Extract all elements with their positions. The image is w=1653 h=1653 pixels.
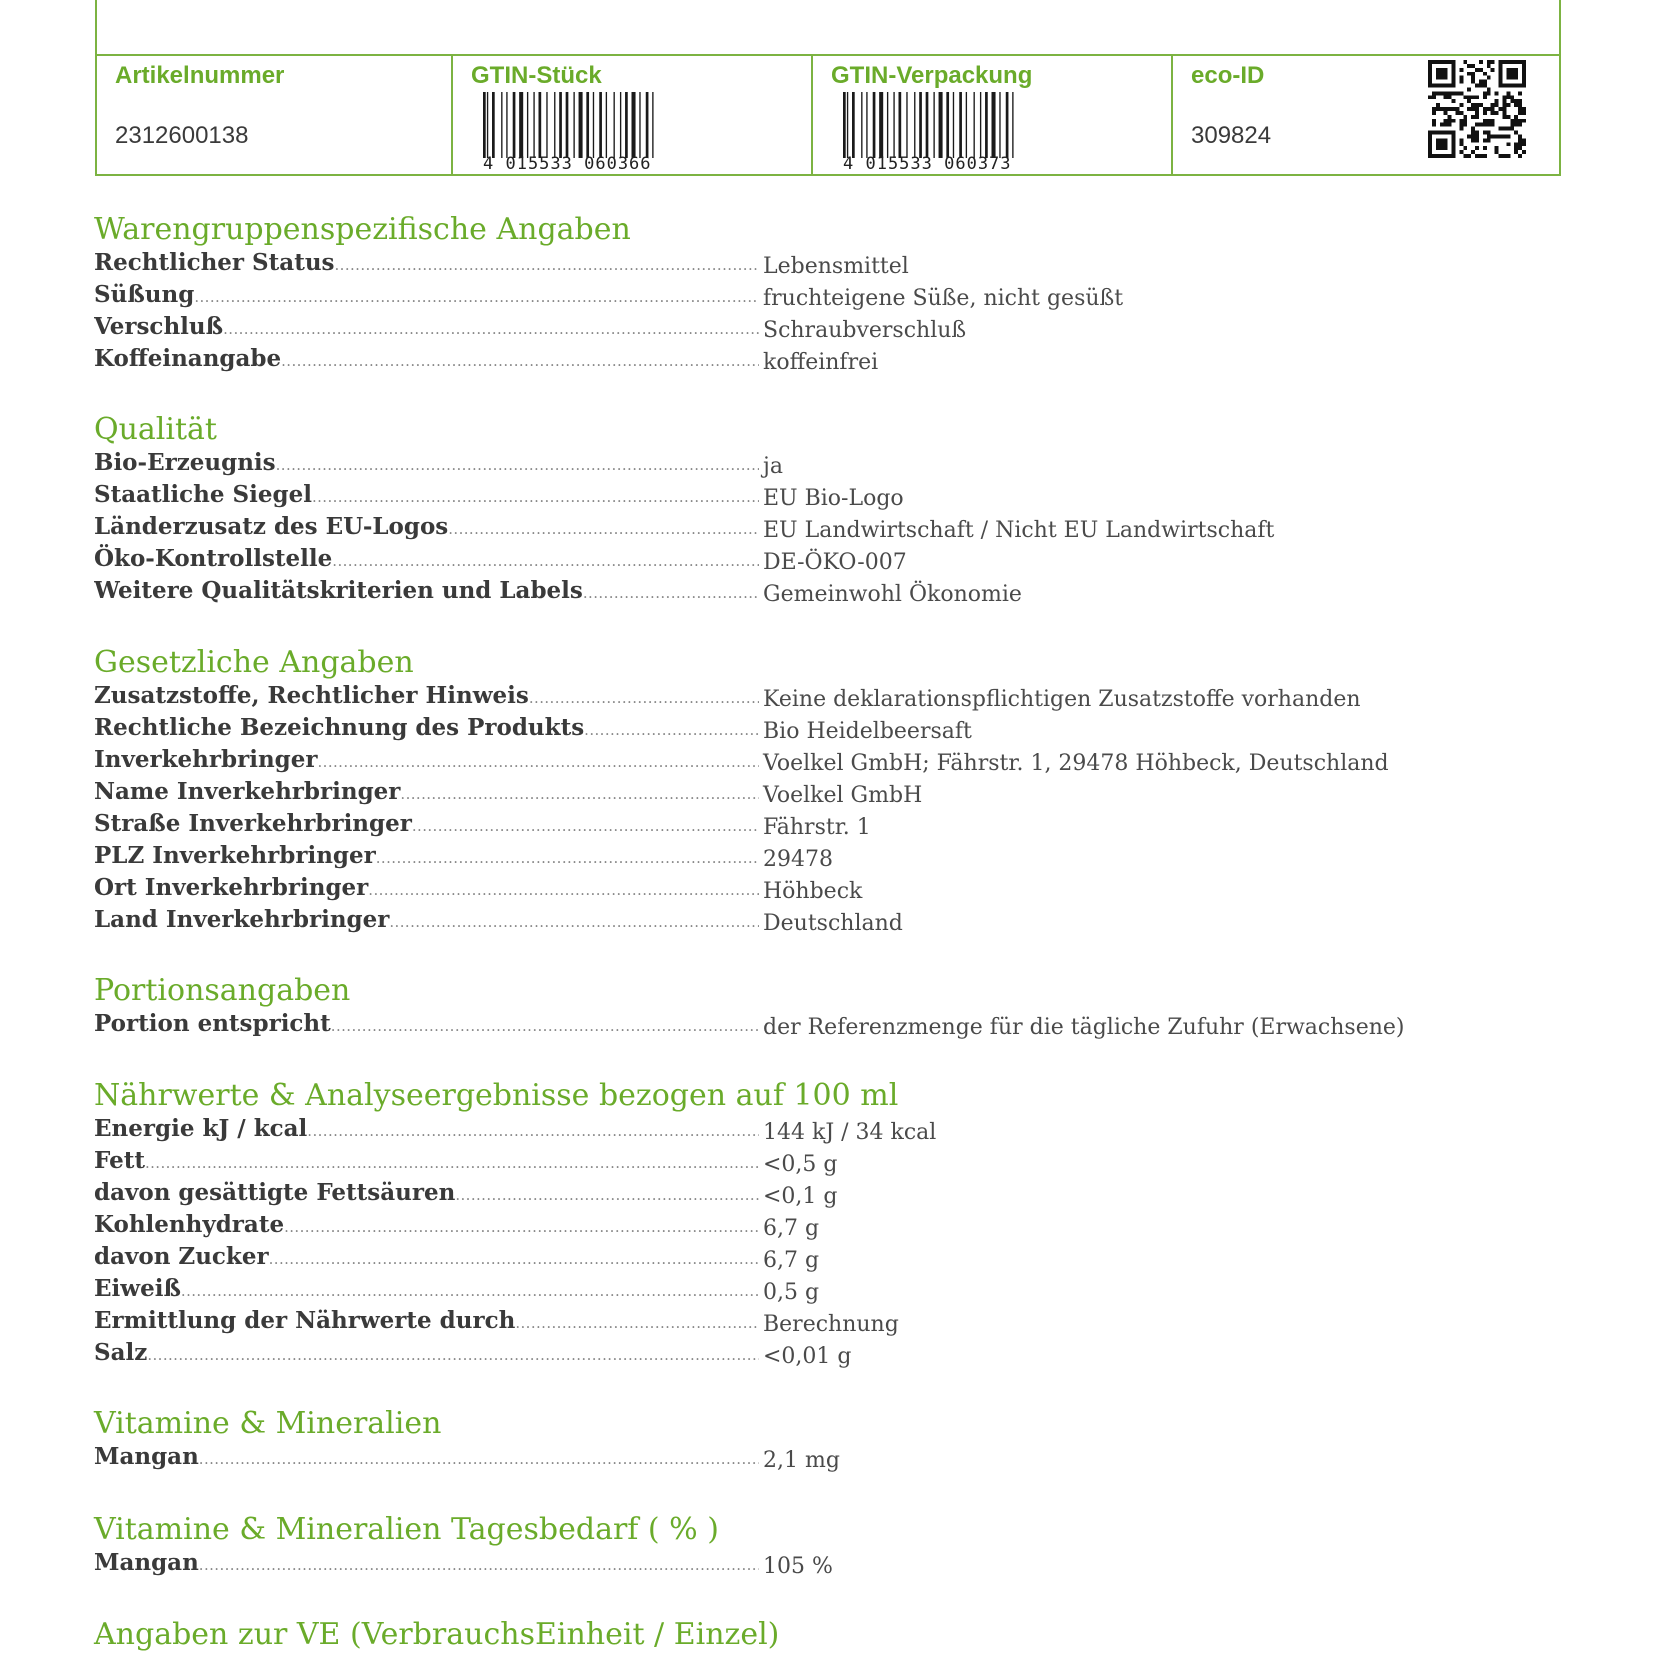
spec-value: Voelkel GmbH [763, 783, 923, 808]
spec-label [94, 841, 759, 873]
eco-id-label: eco-ID [1191, 62, 1265, 89]
spec-row [94, 841, 1534, 873]
spec-label-text: Länderzusatz des EU-Logos [94, 513, 449, 540]
section-qualitaet [94, 412, 1534, 608]
spec-value: Gemeinwohl Ökonomie [763, 582, 1022, 607]
spec-value: fruchteigene Süße, nicht gesüßt [763, 286, 1124, 311]
spec-value: DE-ÖKO-007 [763, 550, 907, 575]
spec-row [94, 777, 1534, 809]
spec-label [94, 512, 759, 544]
spec-value: Schraubverschluß [763, 318, 967, 343]
spec-row [94, 681, 1534, 713]
spec-row [94, 1009, 1534, 1041]
spec-label-text: Bio-Erzeugnis [94, 449, 276, 476]
spec-value: 6,7 g [763, 1216, 820, 1241]
spec-label-text: Öko-Kontrollstelle [94, 545, 333, 572]
spec-value: Bio Heidelbeersaft [763, 719, 972, 744]
spec-label [94, 905, 759, 937]
section-title: Warengruppenspezifische Angaben [94, 212, 631, 247]
spec-row [94, 248, 1534, 280]
spec-row [94, 1210, 1534, 1242]
barcode-bars-icon [481, 92, 659, 158]
spec-row [94, 809, 1534, 841]
spec-label-text: Name Inverkehrbringer [94, 778, 401, 805]
spec-label [94, 1442, 759, 1474]
section-title: Gesetzliche Angaben [94, 645, 414, 680]
spec-label [94, 1146, 759, 1178]
spec-label-text: Mangan [94, 1549, 199, 1576]
spec-value: 29478 [763, 847, 833, 872]
section-vitamine-tagesbedarf [94, 1512, 1534, 1580]
spec-value: 144 kJ / 34 kcal [763, 1120, 937, 1145]
section-portionsangaben [94, 973, 1534, 1041]
gtin-verpackung-label: GTIN-Verpackung [831, 62, 1033, 89]
section-naehrwerte [94, 1078, 1534, 1370]
spec-value: 2,1 mg [763, 1448, 840, 1473]
section-angaben-ve [94, 1617, 1534, 1653]
gtin-verpackung-barcode [841, 92, 1019, 174]
spec-label-text: Kohlenhydrate [94, 1211, 285, 1238]
spec-label-text: Koffeinangabe [94, 345, 282, 372]
spec-label [94, 873, 759, 905]
spec-row [94, 713, 1534, 745]
gtin-stueck-label: GTIN-Stück [471, 62, 602, 89]
spec-row [94, 448, 1534, 480]
spec-row [94, 1114, 1534, 1146]
spec-label-text: Salz [94, 1339, 148, 1366]
spec-value: EU Landwirtschaft / Nicht EU Landwirtschaft [763, 518, 1275, 543]
spec-label-text: Ort Inverkehrbringer [94, 874, 369, 901]
spec-row [94, 905, 1534, 937]
section-title: Angaben zur VE (VerbrauchsEinheit / Einzel) [94, 1617, 780, 1652]
spec-label-text: Süßung [94, 281, 195, 308]
spec-label-text: Verschluß [94, 313, 224, 340]
spec-label [94, 344, 759, 376]
spec-row [94, 1338, 1534, 1370]
spec-value: EU Bio-Logo [763, 486, 904, 511]
spec-label [94, 1242, 759, 1274]
spec-row [94, 1178, 1534, 1210]
spec-label [94, 1338, 759, 1370]
spec-row [94, 1242, 1534, 1274]
spec-row [94, 312, 1534, 344]
spec-label [94, 312, 759, 344]
spec-label [94, 1306, 759, 1338]
spec-label-text: davon Zucker [94, 1243, 269, 1270]
product-id-box [95, 0, 1561, 176]
spec-row [94, 1442, 1534, 1474]
spec-value: <0,5 g [763, 1152, 838, 1177]
spec-label-text: Land Inverkehrbringer [94, 906, 390, 933]
section-warengruppe [94, 212, 1534, 376]
artikelnummer-value: 2312600138 [115, 122, 249, 149]
spec-label-text: Portion entspricht [94, 1010, 331, 1037]
section-title: Qualität [94, 412, 217, 447]
spec-value: 0,5 g [763, 1280, 820, 1305]
spec-label [94, 1274, 759, 1306]
barcode-bars-icon [841, 92, 1019, 158]
spec-label [94, 777, 759, 809]
spec-label-text: Rechtliche Bezeichnung des Produkts [94, 714, 585, 741]
spec-row [94, 512, 1534, 544]
spec-value: koffeinfrei [763, 350, 879, 375]
spec-value: ja [763, 454, 783, 479]
section-title: Vitamine & Mineralien Tagesbedarf ( % ) [94, 1512, 719, 1547]
section-title: Nährwerte & Analyseergebnisse bezogen auf 100 ml [94, 1078, 899, 1113]
spec-label-text: Zusatzstoffe, Rechtlicher Hinweis [94, 682, 529, 709]
spec-row [94, 480, 1534, 512]
spec-label-text: Ermittlung der Nährwerte durch [94, 1307, 516, 1334]
spec-label [94, 544, 759, 576]
spec-label-text: Staatliche Siegel [94, 481, 312, 508]
section-title: Vitamine & Mineralien [94, 1406, 442, 1441]
gtin-stueck-digits: 4 015533 060366 [483, 154, 652, 174]
eco-id-value: 309824 [1191, 122, 1272, 149]
spec-label-text: Mangan [94, 1443, 199, 1470]
gtin-stueck-barcode [481, 92, 659, 174]
spec-label [94, 1178, 759, 1210]
spec-value: 105 % [763, 1554, 833, 1579]
spec-label-text: Straße Inverkehrbringer [94, 810, 412, 837]
section-gesetzliche-angaben [94, 645, 1534, 937]
spec-value: der Referenzmenge für die tägliche Zufuhr (Erwachsene) [763, 1015, 1405, 1040]
spec-value: Berechnung [763, 1312, 899, 1337]
artikelnummer-label: Artikelnummer [115, 62, 285, 89]
spec-row [94, 544, 1534, 576]
spec-label [94, 745, 759, 777]
spec-label [94, 1210, 759, 1242]
spec-value: Deutschland [763, 911, 903, 936]
spec-label-text: Fett [94, 1147, 145, 1174]
spec-label [94, 1009, 759, 1041]
spec-label [94, 448, 759, 480]
spec-row [94, 344, 1534, 376]
spec-row [94, 745, 1534, 777]
spec-row [94, 280, 1534, 312]
spec-label-text: Eiweiß [94, 1275, 181, 1302]
spec-row [94, 1548, 1534, 1580]
spec-label-text: PLZ Inverkehrbringer [94, 842, 376, 869]
spec-label [94, 681, 759, 713]
spec-value: <0,1 g [763, 1184, 838, 1209]
spec-label [94, 1114, 759, 1146]
spec-value: <0,01 g [763, 1344, 852, 1369]
spec-row [94, 1146, 1534, 1178]
spec-label [94, 1548, 759, 1580]
spec-label [94, 248, 759, 280]
spec-label-text: Rechtlicher Status [94, 249, 335, 276]
spec-label [94, 809, 759, 841]
gtin-verpackung-digits: 4 015533 060373 [843, 154, 1012, 174]
eco-id-cell [1171, 54, 1563, 176]
spec-label [94, 713, 759, 745]
spec-label-text: davon gesättigte Fettsäuren [94, 1179, 456, 1206]
section-title: Portionsangaben [94, 973, 351, 1008]
qr-code-icon [1428, 60, 1526, 158]
gtin-stueck-cell [451, 54, 811, 176]
spec-value: 6,7 g [763, 1248, 820, 1273]
spec-value: Lebensmittel [763, 254, 909, 279]
spec-value: Fährstr. 1 [763, 815, 871, 840]
gtin-verpackung-cell [811, 54, 1171, 176]
spec-label [94, 480, 759, 512]
spec-label-text: Energie kJ / kcal [94, 1115, 308, 1142]
spec-label-text: Weitere Qualitätskriterien und Labels [94, 577, 583, 604]
spec-value: Voelkel GmbH; Fährstr. 1, 29478 Höhbeck, Deutschland [763, 751, 1389, 776]
spec-value: Keine deklarationspflichtigen Zusatzstoffe vorhanden [763, 687, 1361, 712]
spec-row [94, 576, 1534, 608]
spec-label-text: Inverkehrbringer [94, 746, 318, 773]
spec-row [94, 1274, 1534, 1306]
section-vitamine [94, 1406, 1534, 1474]
spec-row [94, 873, 1534, 905]
spec-label [94, 576, 759, 608]
spec-row [94, 1306, 1534, 1338]
artikelnummer-cell [97, 54, 451, 176]
spec-value: Höhbeck [763, 879, 863, 904]
spec-label [94, 280, 759, 312]
